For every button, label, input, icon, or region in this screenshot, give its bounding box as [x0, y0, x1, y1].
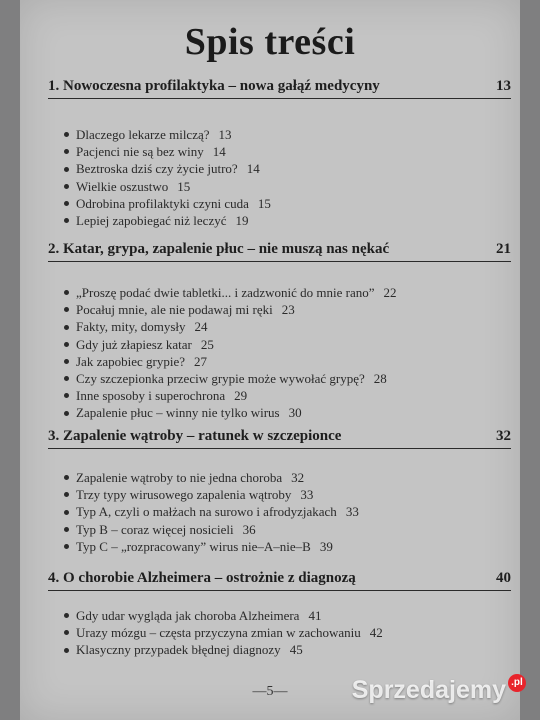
chapter-1-items: [64, 126, 271, 229]
item-page-number: 15: [177, 178, 191, 194]
watermark-text: Sprzedajemy: [351, 676, 506, 704]
bullet-icon: [64, 411, 69, 416]
page-number-footer: —5—: [252, 684, 288, 699]
item-page-number: 33: [300, 487, 314, 503]
bullet-icon: [64, 167, 69, 172]
list-item: Zapalenie wątroby to nie jedna choroba 32: [64, 469, 359, 486]
list-item: Fakty, mity, domysły 24: [64, 318, 397, 335]
chapter-title: 3. Zapalenie wątroby – ratunek w szczepionce: [48, 428, 342, 444]
item-page-number: 30: [288, 405, 302, 421]
item-page-number: 25: [200, 336, 214, 352]
list-item: Wielkie oszustwo 15: [64, 178, 271, 195]
item-page-number: 39: [319, 538, 333, 554]
list-item: Odrobina profilaktyki czyni cuda 15: [64, 195, 271, 212]
bullet-icon: [64, 613, 69, 618]
bullet-icon: [64, 510, 69, 515]
list-item: Lepiej zapobiegać niż leczyć 19: [64, 212, 271, 229]
item-page-number: 14: [246, 161, 260, 177]
bullet-icon: [64, 132, 69, 137]
list-item: Typ B – coraz więcej nosicieli 36: [64, 521, 359, 538]
bullet-icon: [64, 342, 69, 347]
item-page-number: 41: [308, 608, 322, 623]
list-item: Dlaczego lekarze milczą? 13: [64, 126, 271, 143]
bullet-icon: [64, 149, 69, 154]
list-item: Urazy mózgu – częsta przyczyna zmian w zachowaniu 42: [64, 624, 383, 641]
sprzedajemy-watermark: [352, 676, 526, 705]
bullet-icon: [64, 393, 69, 398]
item-page-number: 19: [235, 213, 249, 229]
bullet-icon: [64, 630, 69, 635]
chapter-4-items: [64, 607, 383, 659]
list-item: Gdy udar wygląda jak choroba Alzheimera 41: [64, 607, 383, 624]
bullet-icon: [64, 184, 69, 189]
item-page-number: 45: [289, 642, 303, 658]
watermark-badge: .pl: [508, 674, 526, 692]
list-item: Jak zapobiec grypie? 27: [64, 353, 397, 370]
chapter-heading-2: [48, 237, 511, 262]
item-page-number: 36: [242, 521, 256, 537]
bullet-icon: [64, 475, 69, 480]
item-page-number: 29: [234, 388, 248, 404]
list-item: Typ A, czyli o małżach na surowo i afrodyzjakach 33: [64, 503, 359, 520]
chapter-heading-1: [48, 74, 511, 99]
page-title: Spis treści: [184, 21, 356, 63]
item-page-number: 13: [218, 127, 232, 142]
bullet-icon: [64, 201, 69, 206]
chapter-page-number: 32: [496, 428, 511, 444]
list-item: Beztroska dziś czy życie jutro? 14: [64, 160, 271, 177]
bullet-icon: [64, 648, 69, 653]
item-page-number: 33: [345, 504, 359, 520]
bullet-icon: [64, 376, 69, 381]
item-page-number: 27: [194, 353, 208, 369]
chapter-2-items: [64, 284, 397, 422]
list-item: Inne sposoby i superochrona 29: [64, 387, 397, 404]
chapter-title: 1. Nowoczesna profilaktyka – nowa gałąź medycyny: [48, 78, 380, 94]
chapter-title: 2. Katar, grypa, zapalenie płuc – nie muszą nas nękać: [48, 241, 390, 257]
item-page-number: 42: [369, 625, 383, 641]
item-page-number: 15: [257, 195, 271, 211]
list-item: Typ C – „rozpracowany” wirus nie–A–nie–B 39: [64, 538, 359, 555]
list-item: Czy szczepionka przeciw grypie może wywołać grypę? 28: [64, 370, 397, 387]
bullet-icon: [64, 325, 69, 330]
list-item: Trzy typy wirusowego zapalenia wątroby 33: [64, 486, 359, 503]
item-page-number: 14: [212, 144, 226, 160]
bullet-icon: [64, 290, 69, 295]
item-page-number: 22: [383, 285, 397, 300]
chapter-heading-3: [48, 424, 511, 449]
item-page-number: 24: [194, 319, 208, 335]
item-page-number: 32: [291, 470, 305, 485]
bullet-icon: [64, 544, 69, 549]
chapter-page-number: 13: [496, 78, 511, 94]
bullet-icon: [64, 492, 69, 497]
bullet-icon: [64, 359, 69, 364]
bullet-icon: [64, 527, 69, 532]
list-item: Klasyczny przypadek błędnej diagnozy 45: [64, 641, 383, 658]
item-page-number: 23: [281, 302, 295, 318]
list-item: Zapalenie płuc – winny nie tylko wirus 30: [64, 404, 397, 421]
bullet-icon: [64, 307, 69, 312]
chapter-page-number: 21: [496, 241, 511, 257]
chapter-heading-4: [48, 566, 511, 591]
book-page: [20, 0, 520, 720]
chapter-3-items: [64, 469, 359, 555]
list-item: „Proszę podać dwie tabletki... i zadzwonić do mnie rano” 22: [64, 284, 397, 301]
list-item: Pocałuj mnie, ale nie podawaj mi ręki 23: [64, 301, 397, 318]
list-item: Gdy już złapiesz katar 25: [64, 336, 397, 353]
list-item: Pacjenci nie są bez winy 14: [64, 143, 271, 160]
bullet-icon: [64, 218, 69, 223]
chapter-page-number: 40: [496, 570, 511, 586]
chapter-title: 4. O chorobie Alzheimera – ostrożnie z diagnozą: [48, 570, 356, 586]
item-page-number: 28: [373, 371, 387, 387]
